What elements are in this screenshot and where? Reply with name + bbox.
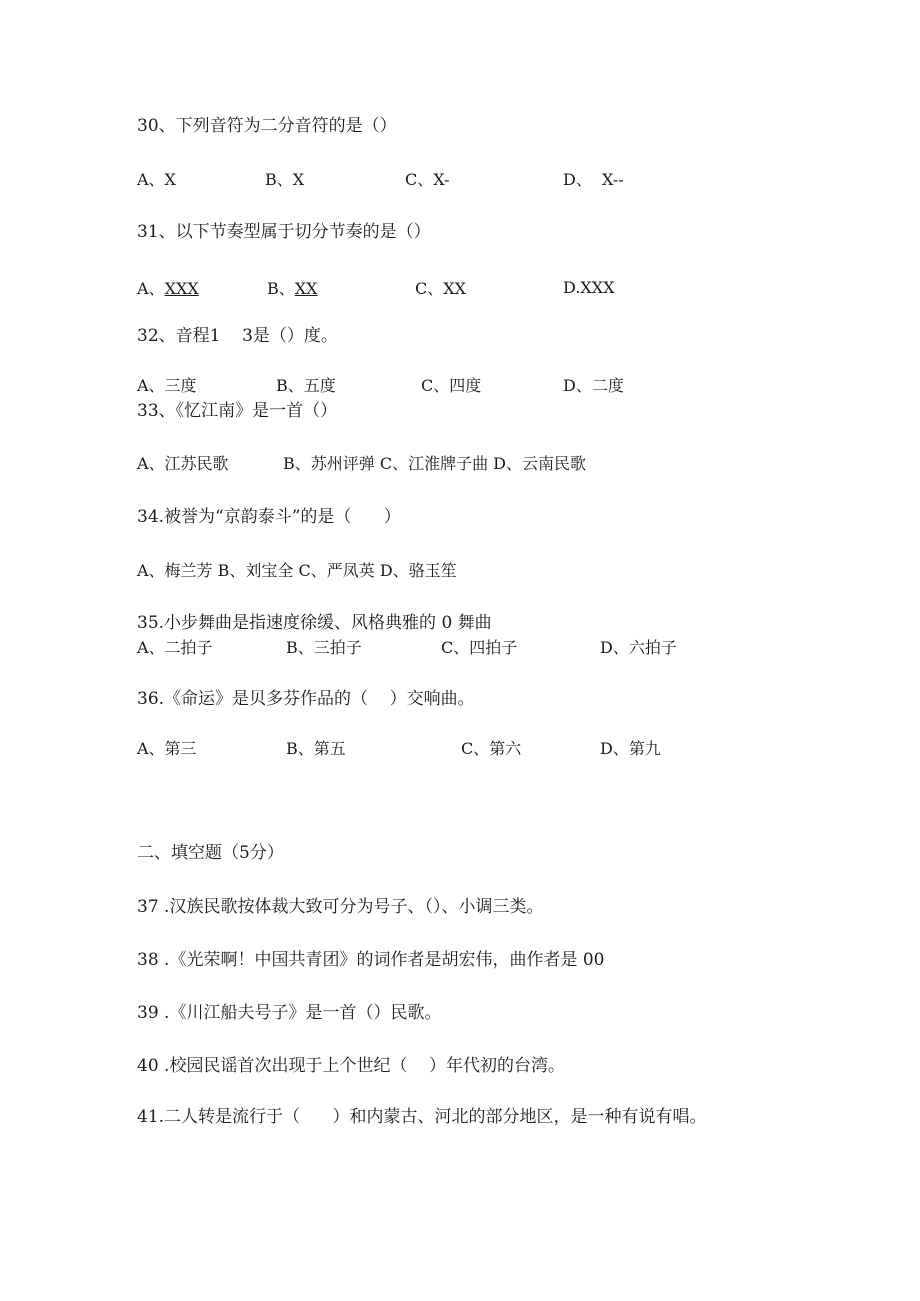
q35-option-b: B、三拍子: [286, 638, 362, 657]
q31-option-b-prefix: B、: [267, 279, 295, 298]
q35-option-a: A、二拍子: [137, 638, 213, 657]
question-33: 33、《忆江南》是一首（）: [137, 401, 338, 421]
q31-option-b: [267, 279, 318, 299]
q34-options: A、梅兰芳 B、刘宝全 C、严凤英 D、骆玉笙: [137, 561, 457, 580]
q31-option-c: C、XX: [415, 279, 467, 298]
section-title-fill-blank: 二、填空题（5分）: [137, 843, 284, 863]
q33-options-rest: B、苏州评弹 C、江淮牌子曲 D、云南民歌: [283, 454, 587, 473]
question-40: 40 .校园民谣首次出现于上个世纪（ ）年代初的台湾。: [137, 1056, 566, 1076]
q31-option-a-prefix: A、: [137, 279, 165, 298]
question-32: 32、音程1 3是（）度。: [137, 326, 338, 346]
q30-option-d: D、 X--: [563, 170, 624, 189]
q30-option-a: A、X: [137, 170, 176, 189]
question-30: 30、下列音符为二分音符的是（）: [137, 116, 397, 136]
q32-option-c: C、四度: [421, 376, 482, 395]
q35-option-d: D、六拍子: [600, 638, 677, 657]
question-34: 34.被誉为“京韵泰斗”的是（ ）: [137, 507, 401, 527]
question-39: 39 .《川江船夫号子》是一首（）民歌。: [137, 1003, 442, 1023]
q36-option-c: C、第六: [461, 739, 522, 758]
q32-option-b: B、五度: [276, 376, 336, 395]
q31-option-a: [137, 279, 199, 299]
q36-option-a: A、第三: [137, 739, 197, 758]
q36-option-b: B、第五: [286, 739, 346, 758]
question-35: 35.小步舞曲是指速度徐缓、风格典雅的 0 舞曲: [137, 613, 492, 633]
question-37: 37 .汉族民歌按体裁大致可分为号子、（）、小调三类。: [137, 897, 544, 917]
q36-option-d: D、第九: [600, 739, 661, 758]
q33-option-a: A、江苏民歌: [137, 454, 229, 473]
q31-option-a-value: XXX: [164, 279, 199, 298]
question-36: 36.《命运》是贝多芬作品的（ ）交响曲。: [137, 689, 475, 709]
q32-option-a: A、三度: [137, 376, 197, 395]
q31-option-b-value: XX: [294, 279, 318, 298]
q31-option-d: D.XXX: [563, 278, 615, 297]
question-38: 38 .《光荣啊！中国共青团》的词作者是胡宏伟，曲作者是 00: [137, 950, 605, 970]
q30-option-b: B、X: [265, 170, 305, 189]
q32-option-d: D、二度: [563, 376, 624, 395]
question-41: 41.二人转是流行于（ ）和内蒙古、河北的部分地区，是一种有说有唱。: [137, 1107, 707, 1127]
q35-option-c: C、四拍子: [441, 638, 518, 657]
question-31: 31、以下节奏型属于切分节奏的是（）: [137, 222, 431, 242]
q30-option-c: C、X-: [405, 170, 450, 189]
